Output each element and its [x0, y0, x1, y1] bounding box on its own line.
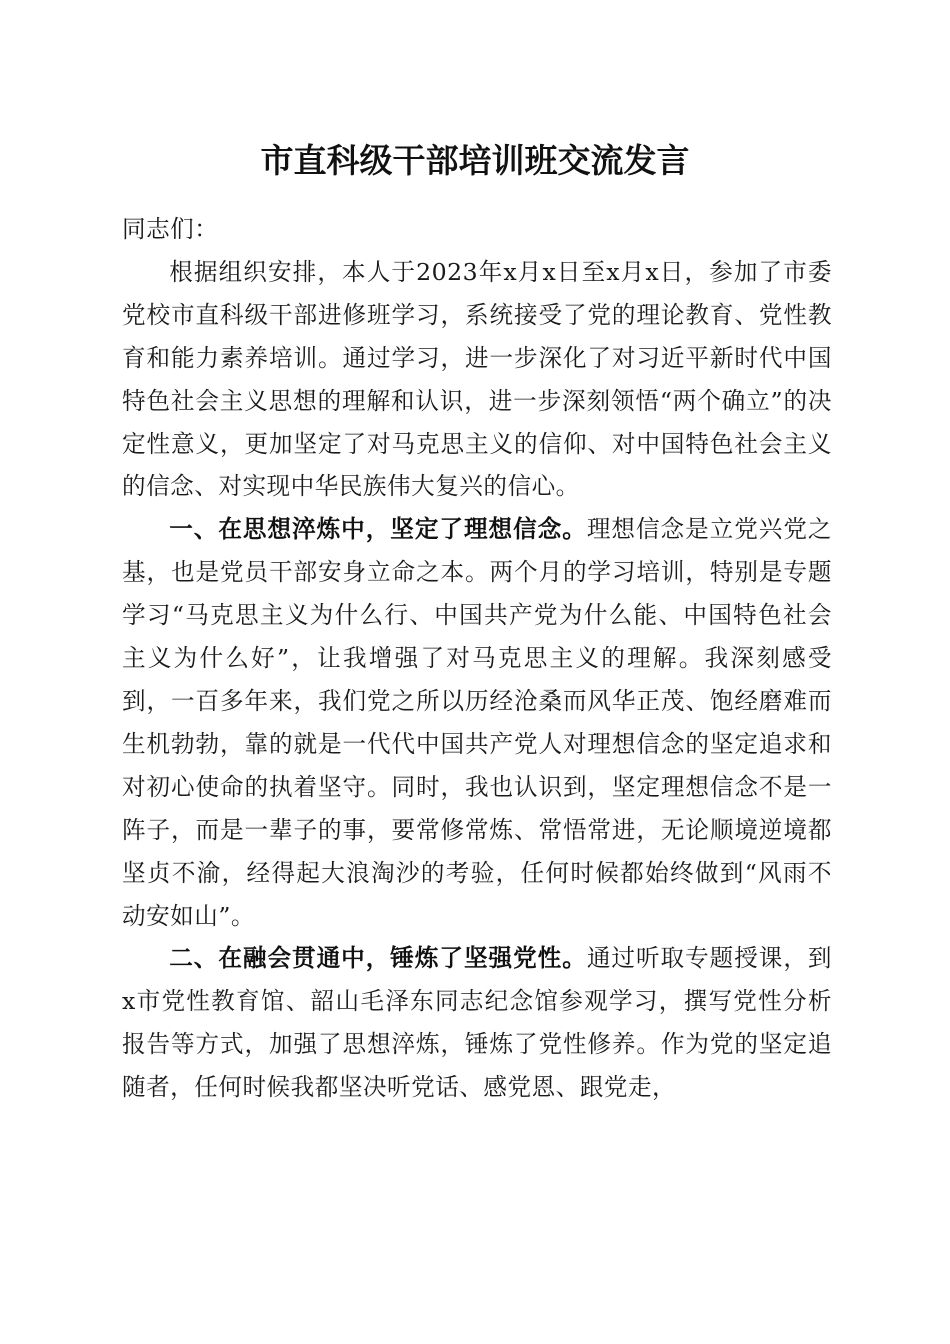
paragraph-section-1	[122, 508, 832, 937]
paragraph-text: 理想信念是立党兴党之基，也是党员干部安身立命之本。两个月的学习培训，特别是专题学习“马克思主义为什么行、中国共产党为什么能、中国特色社会主义为什么好”，让我增强了对马克思主义的理解。我深刻感受到，一百多年来，我们党之所以历经沧桑而风华正茂、饱经磨难而生机勃勃，靠的就是一代代中国共产党人对理想信念的坚定追求和对初心使命的执着坚守。同时，我也认识到，坚定理想信念不是一阵子，而是一辈子的事，要常修常炼、常悟常进，无论顺境逆境都坚贞不渝，经得起大浪淘沙的考验，任何时候都始终做到“风雨不动安如山”。	[122, 515, 833, 930]
paragraph-section-2	[122, 937, 832, 1109]
section-heading: 二、在融会贯通中，锤炼了坚强党性。	[169, 944, 587, 973]
document-body	[122, 208, 832, 1109]
document-title: 市直科级干部培训班交流发言	[260, 141, 690, 180]
paragraph-intro	[122, 251, 832, 508]
paragraph-text: 根据组织安排，本人于2023年x月x日至x月x日，参加了市委党校市直科级干部进修班学习，系统接受了党的理论教育、党性教育和能力素养培训。通过学习，进一步深化了对习近平新时代中国特色社会主义思想的理解和认识，进一步深刻领悟“两个确立”的决定性意义，更加坚定了对马克思主义的信仰、对中国特色社会主义的信念、对实现中华民族伟大复兴的信心。	[122, 257, 832, 501]
paragraph-text: 通过听取专题授课，到x市党性教育馆、韶山毛泽东同志纪念馆参观学习，撰写党性分析报告等方式，加强了思想淬炼，锤炼了党性修养。作为党的坚定追随者，任何时候我都坚决听党话、感党恩、跟党走，	[122, 944, 833, 1102]
section-heading: 一、在思想淬炼中，坚定了理想信念。	[169, 515, 587, 544]
salutation: 同志们：	[122, 215, 219, 243]
